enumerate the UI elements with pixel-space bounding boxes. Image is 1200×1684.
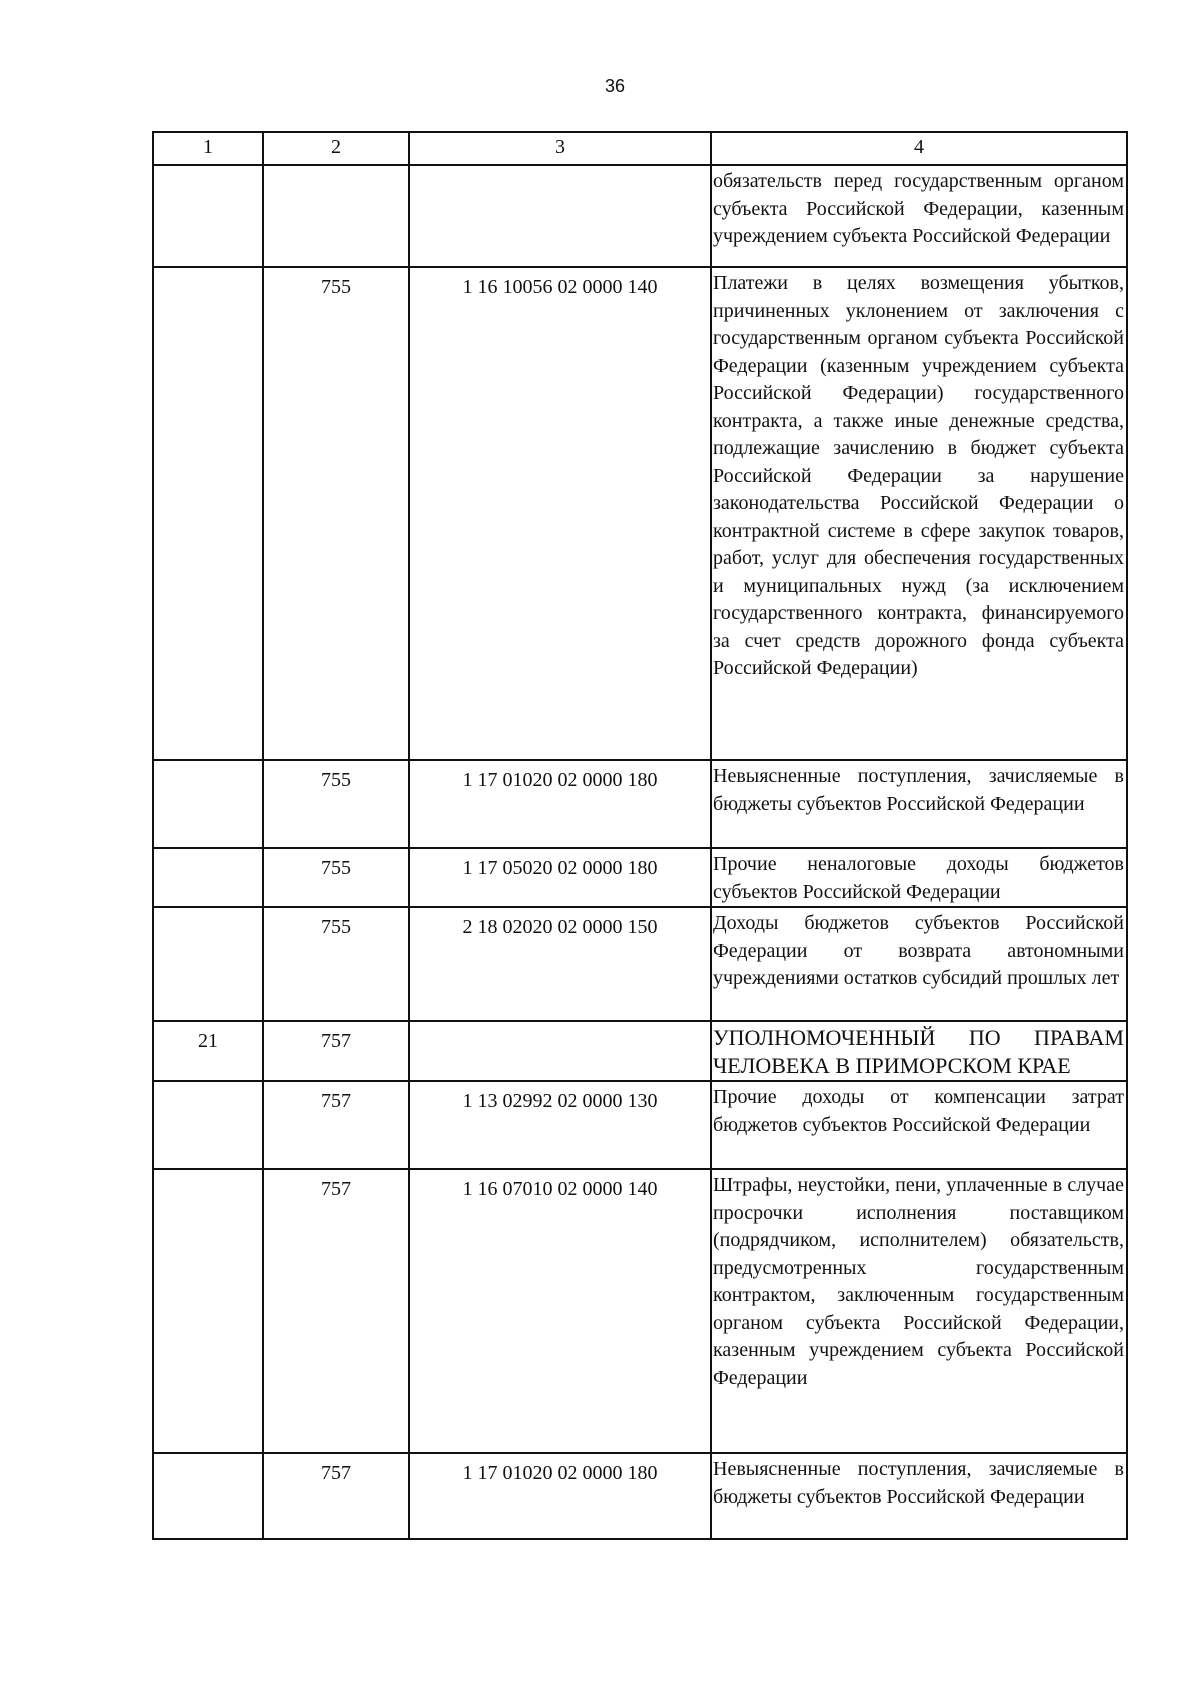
row-number xyxy=(153,1169,263,1453)
column-header-3: 3 xyxy=(409,132,711,165)
revenue-codes-table xyxy=(152,131,1128,1540)
row-number xyxy=(153,760,263,848)
column-header-4: 4 xyxy=(711,132,1127,165)
admin-code: 755 xyxy=(263,848,409,907)
row-number xyxy=(153,848,263,907)
row-number xyxy=(153,165,263,267)
row-number xyxy=(153,907,263,1021)
revenue-code xyxy=(409,1021,711,1081)
table-row xyxy=(153,1081,1127,1169)
revenue-code: 1 16 07010 02 0000 140 xyxy=(409,1169,711,1453)
revenue-description: Прочие неналоговые доходы бюджетов субъектов Российской Федерации xyxy=(711,848,1127,907)
revenue-code: 1 17 05020 02 0000 180 xyxy=(409,848,711,907)
admin-code: 755 xyxy=(263,760,409,848)
revenue-code: 2 18 02020 02 0000 150 xyxy=(409,907,711,1021)
table-row xyxy=(153,165,1127,267)
revenue-description: Штрафы, неустойки, пени, уплаченные в случае просрочки исполнения поставщиком (подрядчиком, исполнителем) обязательств, предусмотренных государственным контрактом, заключенным государственным органом субъекта Российской Федерации, казенным учреждением субъекта Российской Федерации xyxy=(711,1169,1127,1453)
row-number xyxy=(153,267,263,760)
admin-code: 757 xyxy=(263,1081,409,1169)
row-number xyxy=(153,1453,263,1539)
revenue-description: обязательств перед государственным органом субъекта Российской Федерации, казенным учреждением субъекта Российской Федерации xyxy=(711,165,1127,267)
column-header-2: 2 xyxy=(263,132,409,165)
table-row xyxy=(153,907,1127,1021)
row-number: 21 xyxy=(153,1021,263,1081)
page-number: 36 xyxy=(604,76,626,96)
revenue-code: 1 13 02992 02 0000 130 xyxy=(409,1081,711,1169)
admin-code: 755 xyxy=(263,907,409,1021)
revenue-code xyxy=(409,165,711,267)
admin-code: 757 xyxy=(263,1453,409,1539)
column-header-1: 1 xyxy=(153,132,263,165)
admin-code: 757 xyxy=(263,1169,409,1453)
revenue-code: 1 16 10056 02 0000 140 xyxy=(409,267,711,760)
table-row xyxy=(153,1169,1127,1453)
table-row xyxy=(153,760,1127,848)
revenue-description: Невыясненные поступления, зачисляемые в бюджеты субъектов Российской Федерации xyxy=(711,1453,1127,1539)
revenue-description: Прочие доходы от компенсации затрат бюджетов субъектов Российской Федерации xyxy=(711,1081,1127,1169)
table-header-row xyxy=(153,132,1127,165)
revenue-description: Невыясненные поступления, зачисляемые в бюджеты субъектов Российской Федерации xyxy=(711,760,1127,848)
revenue-code: 1 17 01020 02 0000 180 xyxy=(409,1453,711,1539)
revenue-code: 1 17 01020 02 0000 180 xyxy=(409,760,711,848)
section-title: УПОЛНОМОЧЕННЫЙ ПО ПРАВАМ ЧЕЛОВЕКА В ПРИМОРСКОМ КРАЕ xyxy=(711,1021,1127,1081)
admin-code: 755 xyxy=(263,267,409,760)
table-row xyxy=(153,1453,1127,1539)
row-number xyxy=(153,1081,263,1169)
table-row xyxy=(153,1021,1127,1081)
revenue-description: Доходы бюджетов субъектов Российской Федерации от возврата автономными учреждениями остатков субсидий прошлых лет xyxy=(711,907,1127,1021)
admin-code: 757 xyxy=(263,1021,409,1081)
admin-code xyxy=(263,165,409,267)
table-row xyxy=(153,267,1127,760)
table-row xyxy=(153,848,1127,907)
revenue-description: Платежи в целях возмещения убытков, причиненных уклонением от заключения с государственным органом субъекта Российской Федерации (казенным учреждением субъекта Российской Федерации) государственного контракта, а также иные денежные средства, подлежащие зачислению в бюджет субъекта Российской Федерации за нарушение законодательства Российской Федерации о контрактной системе в сфере закупок товаров, работ, услуг для обеспечения государственных и муниципальных нужд (за исключением государственного контракта, финансируемого за счет средств дорожного фонда субъекта Российской Федерации) xyxy=(711,267,1127,760)
